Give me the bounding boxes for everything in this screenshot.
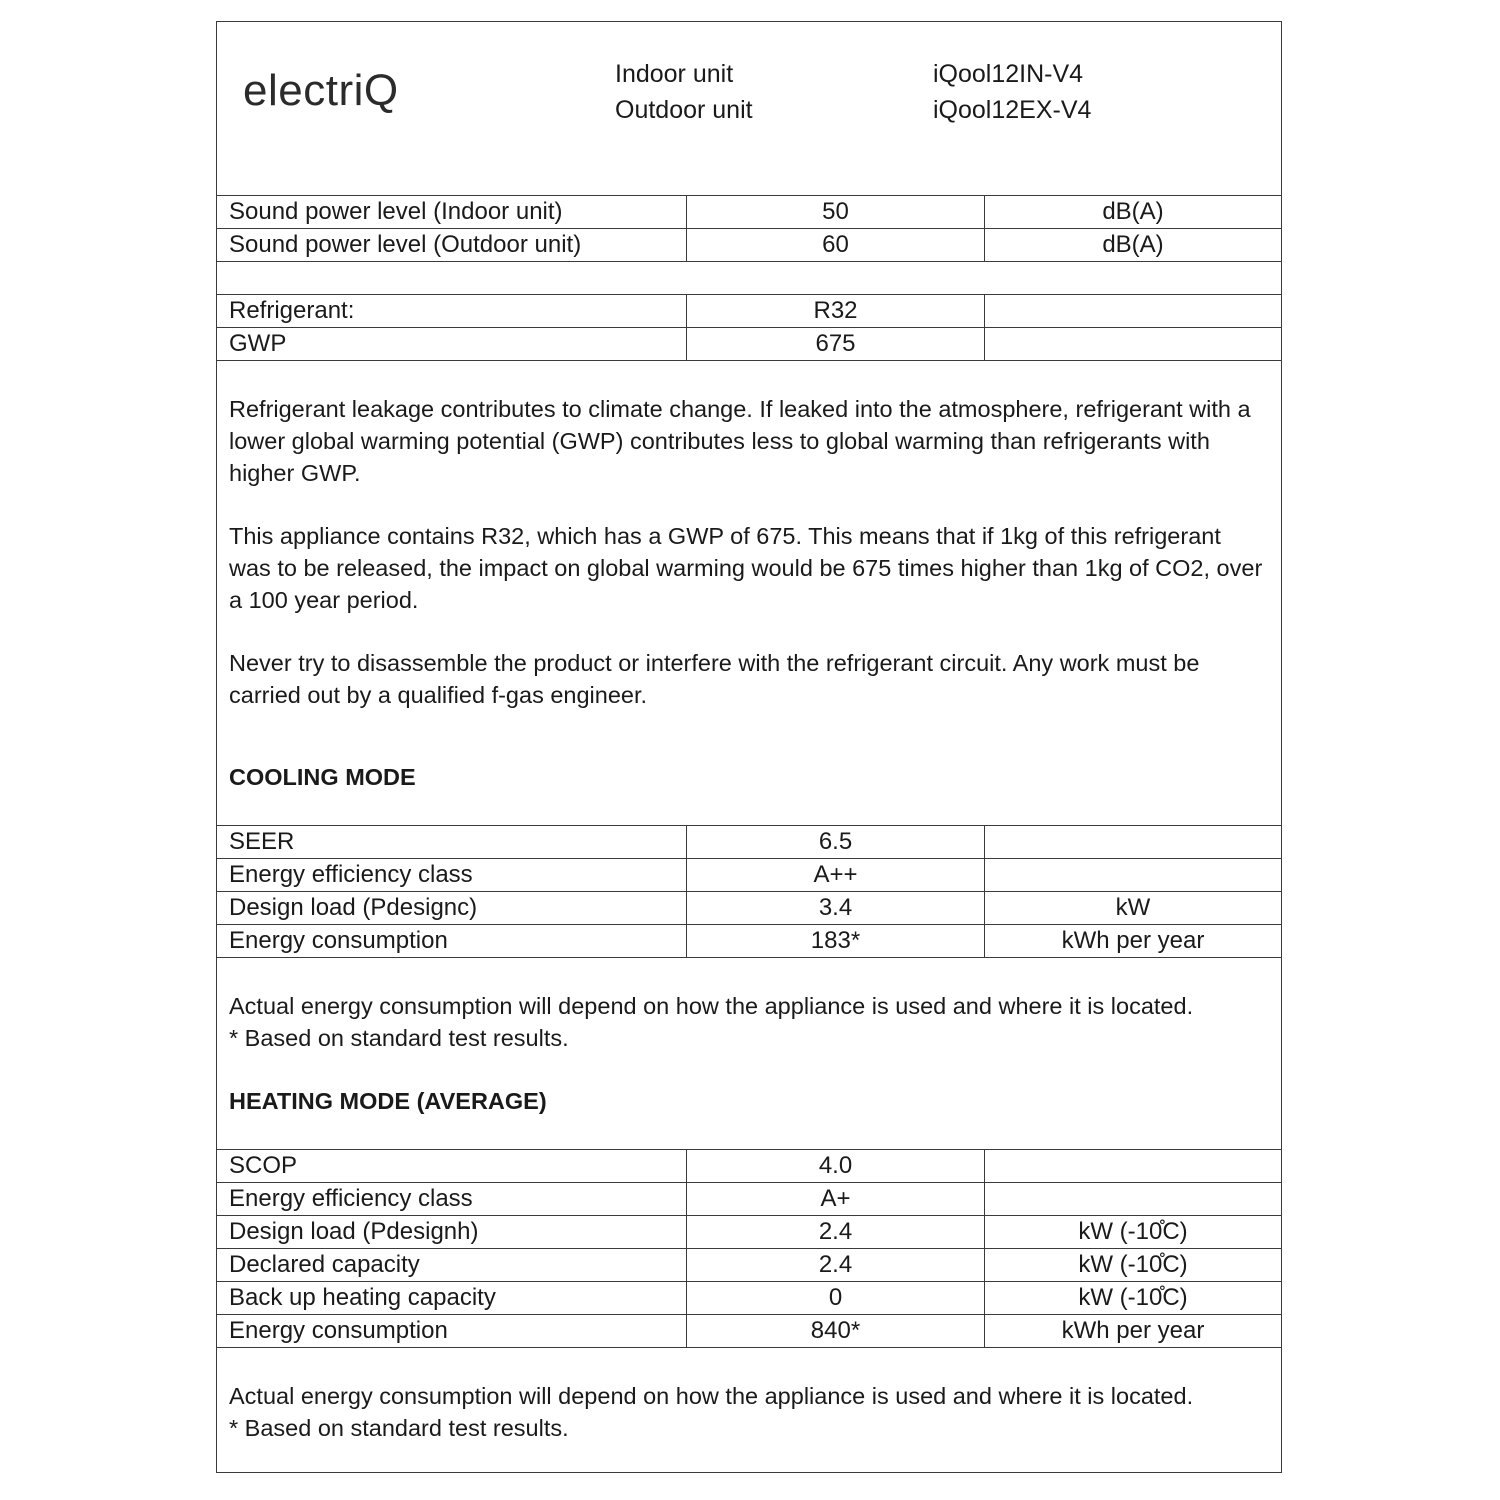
table-row: [217, 327, 1281, 360]
table-row: [217, 294, 1281, 327]
row-label: Design load (Pdesignc): [229, 894, 478, 921]
row-unit: kW (-10̊C): [984, 1216, 1281, 1248]
row-unit: [984, 1183, 1281, 1215]
heating-mode-heading: HEATING MODE (AVERAGE): [229, 1088, 547, 1114]
row-label: Sound power level (Indoor unit): [229, 198, 563, 225]
row-value: 2.4: [686, 1216, 984, 1248]
row-value: 3.4: [686, 892, 984, 924]
row-label: GWP: [229, 330, 287, 357]
cooling-note: Actual energy consumption will depend on how the appliance is used and where it is located.: [229, 993, 1194, 1019]
row-label: Energy consumption: [229, 927, 448, 954]
row-value: 183*: [686, 925, 984, 957]
gwp-paragraph-1: Refrigerant leakage contributes to climate change. If leaked into the atmosphere, refrigerant with a lower global warming potential (GWP) contributes less to global warming than refrigerants with higher GWP.: [229, 396, 1251, 486]
row-value: 60: [686, 229, 984, 261]
table-row: [217, 924, 1281, 957]
safety-paragraph: Never try to disassemble the product or interfere with the refrigerant circuit. Any work must be carried out by a qualified f-gas engineer.: [229, 650, 1200, 708]
divider: [217, 957, 1281, 958]
row-label: Back up heating capacity: [229, 1284, 496, 1311]
row-value: 6.5: [686, 826, 984, 858]
gwp-paragraph-2: This appliance contains R32, which has a GWP of 675. This means that if 1kg of this refrigerant was to be released, the impact on global warming would be 675 times higher than 1kg of CO2, over a 100 year period.: [229, 523, 1263, 613]
table-row: [217, 1182, 1281, 1215]
row-unit: [984, 826, 1281, 858]
row-value: R32: [686, 295, 984, 327]
row-label: Energy efficiency class: [229, 1185, 473, 1212]
table-row: [217, 891, 1281, 924]
outdoor-unit-label: Outdoor unit: [615, 96, 753, 124]
row-unit: [984, 295, 1281, 327]
row-value: 4.0: [686, 1150, 984, 1182]
row-unit: kW (-10̊C): [984, 1282, 1281, 1314]
row-label: SEER: [229, 828, 295, 855]
divider: [217, 1347, 1281, 1348]
row-value: A++: [686, 859, 984, 891]
row-unit: kW (-10̊C): [984, 1249, 1281, 1281]
brand-logo: electriQ: [243, 66, 399, 115]
indoor-unit-model: iQool12IN-V4: [933, 60, 1084, 88]
table-row: [217, 195, 1281, 228]
header: [217, 22, 1281, 195]
row-value: 0: [686, 1282, 984, 1314]
divider: [217, 360, 1281, 361]
row-unit: kW: [984, 892, 1281, 924]
row-value: 840*: [686, 1315, 984, 1347]
row-unit: [984, 1150, 1281, 1182]
divider: [217, 261, 1281, 262]
row-label: Design load (Pdesignh): [229, 1218, 479, 1245]
row-value: 2.4: [686, 1249, 984, 1281]
row-label: Energy consumption: [229, 1317, 448, 1344]
table-row: [217, 228, 1281, 261]
row-label: Sound power level (Outdoor unit): [229, 231, 582, 258]
table-row: [217, 1215, 1281, 1248]
row-unit: dB(A): [984, 196, 1281, 228]
cooling-mode-heading: COOLING MODE: [229, 764, 416, 790]
cooling-footnote: * Based on standard test results.: [229, 1025, 569, 1051]
row-label: Declared capacity: [229, 1251, 420, 1278]
table-row: [217, 1248, 1281, 1281]
energy-label-sheet: [216, 21, 1282, 1473]
table-row: [217, 1314, 1281, 1347]
row-unit: kWh per year: [984, 925, 1281, 957]
row-value: 675: [686, 328, 984, 360]
table-row: [217, 858, 1281, 891]
outdoor-unit-model: iQool12EX-V4: [933, 96, 1092, 124]
table-row: [217, 1281, 1281, 1314]
row-unit: [984, 328, 1281, 360]
row-unit: kWh per year: [984, 1315, 1281, 1347]
row-label: Refrigerant:: [229, 297, 355, 324]
indoor-unit-label: Indoor unit: [615, 60, 734, 88]
row-unit: dB(A): [984, 229, 1281, 261]
table-row: [217, 825, 1281, 858]
row-label: SCOP: [229, 1152, 298, 1179]
heating-footnote: * Based on standard test results.: [229, 1415, 569, 1441]
row-value: 50: [686, 196, 984, 228]
row-unit: [984, 859, 1281, 891]
table-row: [217, 1149, 1281, 1182]
row-label: Energy efficiency class: [229, 861, 473, 888]
heating-note: Actual energy consumption will depend on how the appliance is used and where it is located.: [229, 1383, 1194, 1409]
row-value: A+: [686, 1183, 984, 1215]
